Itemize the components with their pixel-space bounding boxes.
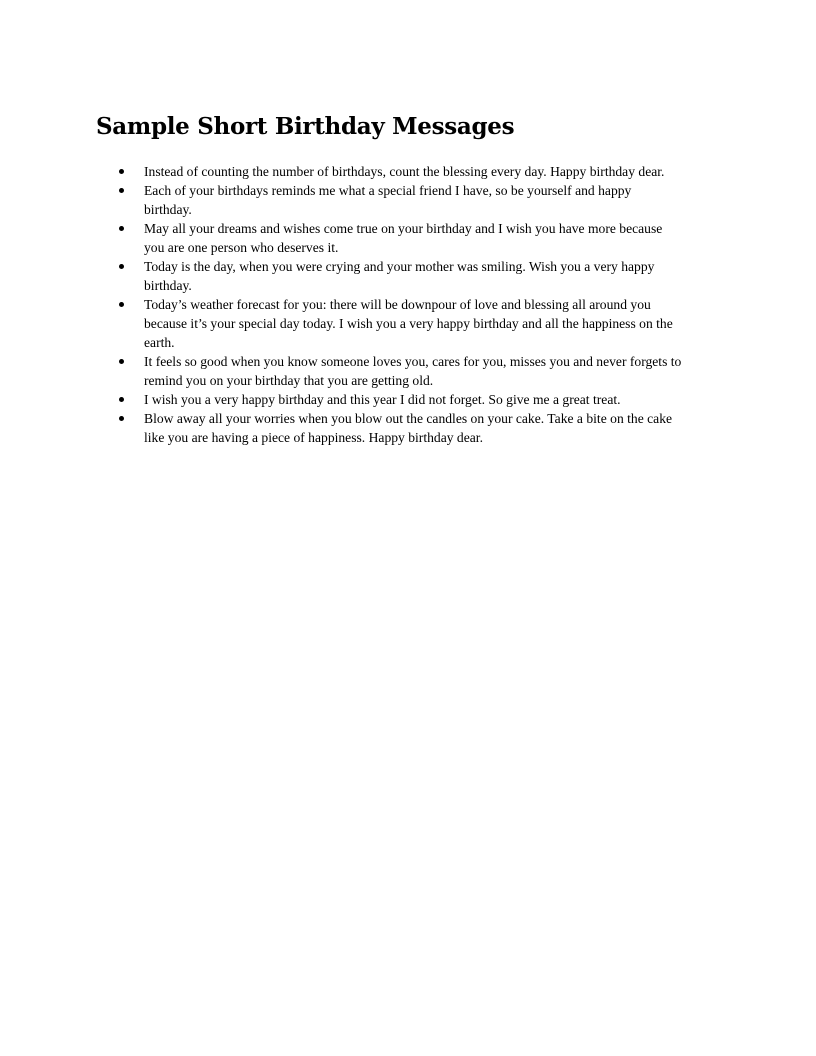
bullet-icon — [119, 359, 124, 364]
list-item — [0, 352, 682, 390]
page-title: Sample Short Birthday Messages — [96, 113, 515, 140]
list-item — [0, 295, 673, 352]
message-text-line: Today is the day, when you were crying and your mother was smiling. Wish you a very happy — [144, 259, 655, 274]
list-item — [0, 219, 663, 257]
message-text-line: Instead of counting the number of birthdays, count the blessing every day. Happy birthday dear. — [144, 164, 665, 179]
message-text-line: remind you on your birthday that you are getting old. — [144, 373, 434, 388]
message-text-line: It feels so good when you know someone loves you, cares for you, misses you and never forgets to — [144, 354, 682, 369]
message-text-line: I wish you a very happy birthday and this year I did not forget. So give me a great treat. — [144, 392, 621, 407]
bullet-icon — [119, 226, 124, 231]
message-text-line: like you are having a piece of happiness. Happy birthday dear. — [144, 430, 483, 445]
bullet-icon — [119, 264, 124, 269]
bullet-icon — [119, 188, 124, 193]
list-item — [0, 162, 665, 181]
birthday-messages-list — [0, 162, 682, 447]
bullet-icon — [119, 169, 124, 174]
message-text-line: Blow away all your worries when you blow out the candles on your cake. Take a bite on the cake — [144, 411, 673, 426]
message-text-line: because it’s your special day today. I wish you a very happy birthday and all the happiness on the — [144, 316, 673, 331]
list-item — [0, 409, 673, 447]
bullet-icon — [119, 416, 124, 421]
list-item — [0, 181, 632, 219]
message-text-line: birthday. — [144, 278, 192, 293]
list-item — [0, 390, 621, 409]
message-text-line: May all your dreams and wishes come true on your birthday and I wish you have more because — [144, 221, 663, 236]
message-text-line: earth. — [144, 335, 175, 350]
list-item — [0, 257, 655, 295]
message-text-line: Today’s weather forecast for you: there will be downpour of love and blessing all around you — [144, 297, 651, 312]
message-text-line: Each of your birthdays reminds me what a special friend I have, so be yourself and happy — [144, 183, 632, 198]
message-text-line: you are one person who deserves it. — [144, 240, 339, 255]
bullet-icon — [119, 397, 124, 402]
message-text-line: birthday. — [144, 202, 192, 217]
bullet-icon — [119, 302, 124, 307]
